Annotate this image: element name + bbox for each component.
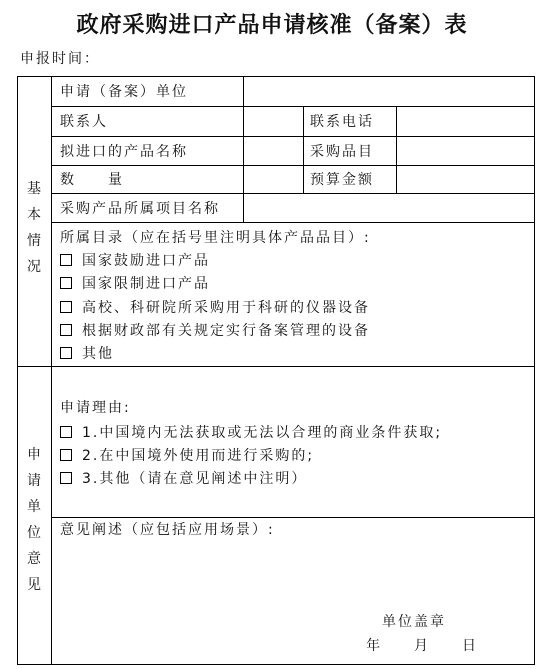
- opinion-section-label: 申 请 单 位 意 见: [27, 447, 41, 593]
- applicant-unit-label: 申请（备案）单位: [60, 84, 188, 100]
- contact-phone-label: 联系电话: [310, 114, 374, 130]
- purchase-item-label: 采购品目: [310, 144, 374, 160]
- checkbox-icon[interactable]: [60, 301, 72, 313]
- checkbox-icon[interactable]: [60, 277, 72, 289]
- catalog-option-encouraged[interactable]: 国家鼓励进口产品: [60, 250, 210, 270]
- catalog-option-research[interactable]: 高校、科研院所采购用于科研的仪器设备: [60, 297, 370, 317]
- catalog-option-filing[interactable]: 根据财政部有关规定实行备案管理的设备: [60, 320, 370, 340]
- checkbox-icon[interactable]: [60, 449, 72, 461]
- checkbox-icon[interactable]: [60, 426, 72, 438]
- form-title: 政府采购进口产品申请核准（备案）表: [76, 13, 468, 38]
- catalog-option-restricted[interactable]: 国家限制进口产品: [60, 273, 210, 293]
- seal-label: 单位盖章: [382, 614, 446, 630]
- basic-section-label: 基 本 情 况: [27, 181, 41, 275]
- checkbox-icon[interactable]: [60, 254, 72, 266]
- checkbox-icon[interactable]: [60, 324, 72, 336]
- checkbox-icon[interactable]: [60, 347, 72, 359]
- declare-time-label: 申报时间：: [20, 51, 100, 67]
- quantity-label: 数 量: [60, 172, 124, 188]
- product-name-label: 拟进口的产品名称: [60, 144, 188, 160]
- reason-label: 申请理由:: [60, 400, 131, 416]
- catalog-option-other[interactable]: 其他: [60, 343, 114, 363]
- contact-label: 联系人: [60, 114, 108, 130]
- catalog-label: 所属目录（应在括号里注明具体产品品目）:: [60, 230, 371, 246]
- statement-label: 意见阐述（应包括应用场景）:: [60, 522, 275, 538]
- reason-option-2[interactable]: 2.在中国境外使用而进行采购的;: [60, 445, 314, 465]
- date-label: 年 月 日: [366, 638, 478, 654]
- budget-label: 预算金额: [310, 172, 374, 188]
- project-name-label: 采购产品所属项目名称: [60, 201, 220, 217]
- checkbox-icon[interactable]: [60, 472, 72, 484]
- reason-option-3[interactable]: 3.其他（请在意见阐述中注明）: [60, 468, 307, 488]
- reason-option-1[interactable]: 1.中国境内无法获取或无法以合理的商业条件获取;: [60, 422, 442, 442]
